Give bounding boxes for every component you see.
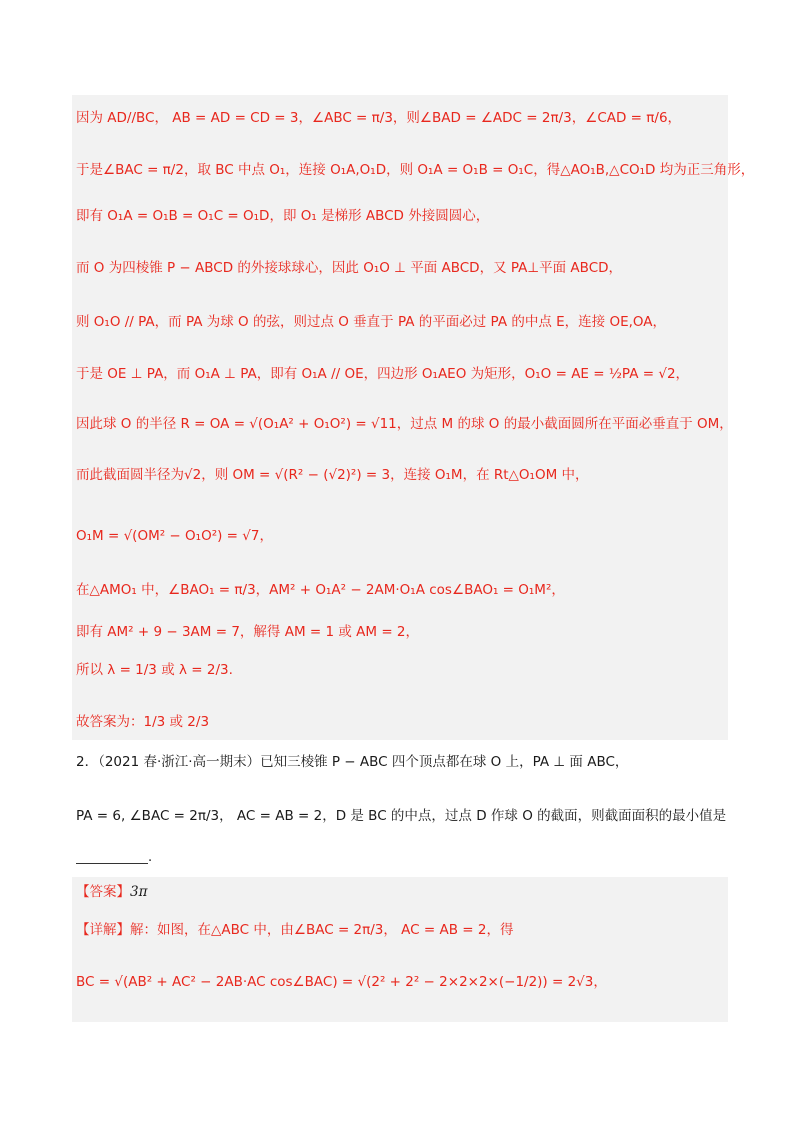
solution-line-11: 即有 AM² + 9 − 3AM = 7，解得 AM = 1 或 AM = 2，: [76, 624, 420, 640]
question-2-line-2: PA = 6, ∠BAC = 2π/3， AC = AB = 2，D 是 BC 的中点，过点 D 作球 O 的截面，则截面面积的最小值是: [76, 808, 727, 824]
solution-line-9: O₁M = √(OM² − O₁O²) = √7，: [76, 528, 273, 544]
detail-label: 【详解】: [76, 922, 130, 938]
answer-box: [72, 877, 728, 1022]
solution-line-8: 而此截面圆半径为√2，则 OM = √(R² − (√2)²) = 3，连接 O₁M，在 Rt△O₁OM 中，: [76, 467, 589, 483]
solution-line-6: 于是 OE ⊥ PA，而 O₁A ⊥ PA，即有 O₁A // OE，四边形 O₁AEO 为矩形，O₁O = AE = ½PA = √2，: [76, 366, 690, 382]
solution-line-10: 在△AMO₁ 中，∠BAO₁ = π/3，AM² + O₁A² − 2AM·O₁A cos∠BAO₁ = O₁M²，: [76, 582, 565, 598]
solution-line-7: 因此球 O 的半径 R = OA = √(O₁A² + O₁O²) = √11，过点 M 的球 O 的最小截面圆所在平面必垂直于 OM，: [76, 416, 733, 432]
detail-line-1: [76, 920, 513, 940]
solution-line-2: 于是∠BAC = π/2，取 BC 中点 O₁，连接 O₁A,O₁D，则 O₁A = O₁B = O₁C，得△AO₁B,△CO₁D 均为正三角形，: [76, 162, 755, 178]
answer-label: 【答案】: [76, 884, 130, 900]
answer-blank: [76, 863, 148, 864]
solution-line-5: 则 O₁O // PA，而 PA 为球 O 的弦，则过点 O 垂直于 PA 的平面必过 PA 的中点 E，连接 OE,OA，: [76, 314, 667, 330]
answer-summary: 故答案为：1/3 或 2/3: [76, 714, 210, 730]
detail-line-2: BC = √(AB² + AC² − 2AB·AC cos∠BAC) = √(2² + 2² − 2×2×2×(−1/2)) = 2√3，: [76, 974, 607, 990]
answer-value: 3π: [130, 884, 148, 900]
question-2-line-1: 2．（2021 春·浙江·高一期末）已知三棱锥 P − ABC 四个顶点都在球 O 上，PA ⊥ 面 ABC，: [76, 754, 629, 770]
solution-line-12: 所以 λ = 1/3 或 λ = 2/3.: [76, 662, 233, 678]
solution-line-4: 而 O 为四棱锥 P − ABCD 的外接球球心，因此 O₁O ⊥ 平面 ABCD，又 PA⊥平面 ABCD，: [76, 260, 623, 276]
answer-line: [76, 882, 147, 902]
question-2-end-dot: .: [148, 850, 153, 865]
solution-line-1: 因为 AD//BC， AB = AD = CD = 3，∠ABC = π/3，则∠BAD = ∠ADC = 2π/3，∠CAD = π/6，: [76, 110, 682, 126]
solution-line-3: 即有 O₁A = O₁B = O₁C = O₁D，即 O₁ 是梯形 ABCD 外接圆圆心，: [76, 208, 490, 224]
detail-text-1: 解：如图，在△ABC 中，由∠BAC = 2π/3， AC = AB = 2，得: [130, 922, 514, 938]
